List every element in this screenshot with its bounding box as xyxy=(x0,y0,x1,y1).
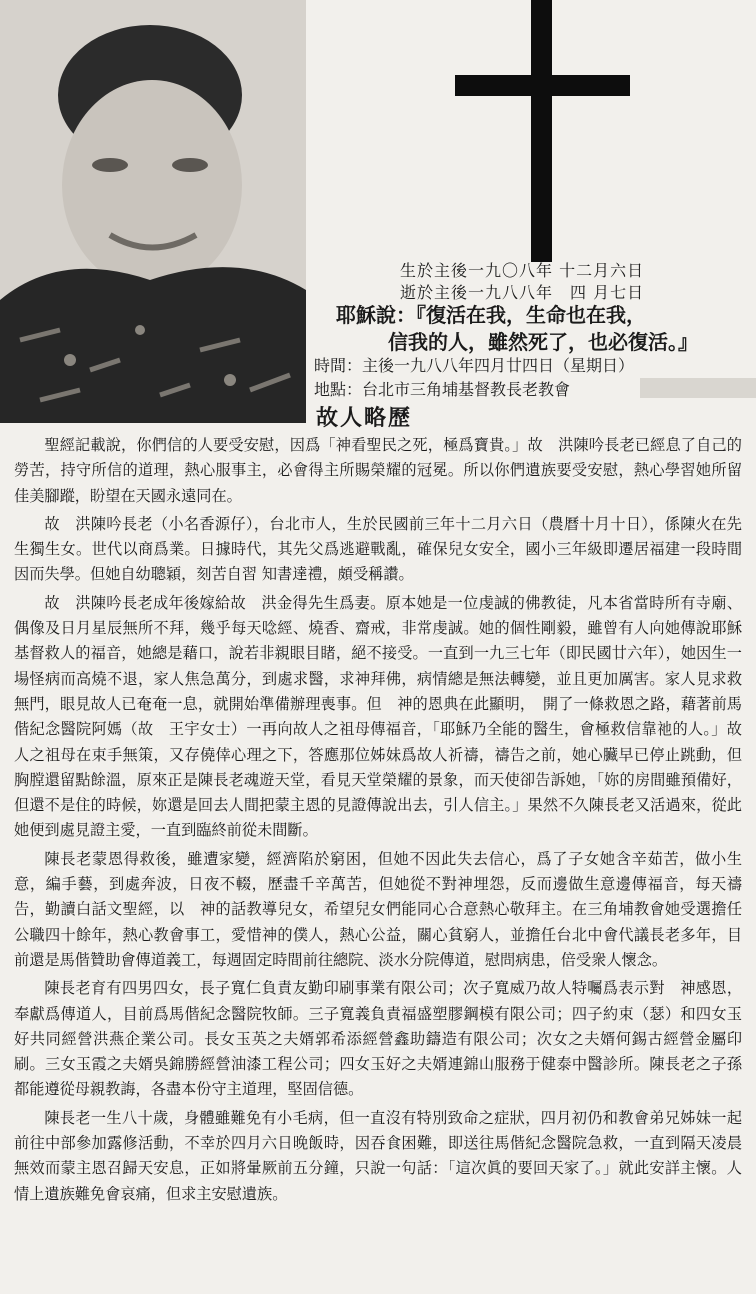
biography-paragraph: 故 洪陳吟長老成年後嫁給故 洪金得先生爲妻。原本她是一位虔誠的佛教徒，凡本省當時所有寺廟、偶像及日月星辰無所不拜，幾乎每天唸經、燒香、齋戒，非常虔誠。她的個性剛毅，雖曾有人向她傳說耶穌基督救人的福音，她總是藉口，說若非親眼目睹，絕不接受。一直到一九三七年（即民國廿六年），她因生一場怪病而高燒不退，家人焦急萬分，到處求醫，求神拜佛，病情總是無法轉變，並且更加厲害。家人見求救無門，眼見故人已奄奄一息，就開始準備辦理喪事。但 神的恩典在此顯明， 開了一條救恩之路，藉著前馬偕紀念醫院阿媽（故 王宇女士）一再向故人之祖母傳福音，「耶穌乃全能的醫生，會極救信靠祂的人。」故人之祖母在束手無策，又存僥倖心理之下，答應那位姊妹爲故人祈禱，禱告之前，她心臟早已停止跳動，但胸膛還留點餘溫，原來正是陳長老魂遊天堂，看見天堂榮耀的景象，而天使卻告訴她，「妳的房間雖預備好，但還不是住的時候，妳還是回去人間把蒙主恩的見證傳說出去，引人信主。」果然不久陳長老又活過來，從此她便到處見證主愛，一直到臨終前從未間斷。 xyxy=(14,593,742,840)
cross-horizontal xyxy=(455,75,630,96)
death-date-line: 逝於主後一九八八年 四 月七日 xyxy=(400,283,645,302)
service-place: 地點：台北市三角埔基督教長老教會 xyxy=(314,380,571,399)
biography-paragraph: 陳長老蒙恩得救後，雖遭家變，經濟陷於窮困，但她不因此失去信心，爲了子女她含辛茹苦，做小生意，編手藝，到處奔波，日夜不輟，歷盡千辛萬苦，但她從不對神埋怨，反而邊做生意邊傳福音，每天禱告，勤讀白話文聖經，以 神的話教導兒女，希望兒女們能同心合意熱心敬拜主。在三角埔教會她受選擔任公職四十餘年，熱心教會事工，愛惜神的僕人，熱心公益，關心貧窮人，並擔任台北中會代議長老多年，目前還是馬偕贊助會傳道義工，每週固定時間前往總院、淡水分院傳道，慰問病患，倍受衆人懷念。 xyxy=(14,849,742,969)
paper-strip xyxy=(640,378,756,398)
cross-vertical xyxy=(531,0,552,262)
life-dates xyxy=(400,260,644,304)
service-info xyxy=(314,354,634,402)
verse-line-2: 信我的人，雖然死了，也必復活。』 xyxy=(388,330,698,354)
biography-paragraph: 故 洪陳吟長老（小名香源仔），台北市人，生於民國前三年十二月六日（農曆十月十日），係陳火在先生獨生女。世代以商爲業。日據時代，其先父爲逃避戰亂，確保兒女安全，國小三年級即遷居福建一段時間因而失學。但她自幼聰穎，刻苦自習 知書達禮，頗受稱讚。 xyxy=(14,514,742,584)
service-time: 時間：主後一九八八年四月廿四日（星期日） xyxy=(314,356,635,375)
portrait-image xyxy=(0,0,306,423)
section-title: 故人略歷 xyxy=(316,405,413,431)
biography-body xyxy=(14,433,742,1207)
portrait-photo xyxy=(0,0,306,423)
biography-paragraph: 陳長老一生八十歲，身體雖難免有小毛病，但一直沒有特別致命之症狀，四月初仍和教會弟兄姊妹一起前往中部參加露修活動，不幸於四月六日晚飯時，因吞食困難，即送往馬偕紀念醫院急救，一直到隔天凌晨無效而蒙主恩召歸天安息，正如將暈厥前五分鐘，只說一句話：「這次眞的要回天家了。」就此安詳主懷。人情上遺族難免會哀痛，但求主安慰遺族。 xyxy=(14,1108,742,1203)
verse-line-1: 耶穌說：『復活在我，生命也在我， xyxy=(336,303,646,327)
scripture-verse xyxy=(336,302,698,356)
biography-paragraph: 陳長老育有四男四女，長子寬仁負責友勤印刷事業有限公司；次子寬威乃故人特囑爲表示對 神感恩，奉獻爲傳道人，目前爲馬偕紀念醫院牧師。三子寬義負責福盛塑膠鋼模有限公司；四子約束（瑟）和四女玉好共同經營洪燕企業公司。長女玉英之夫婿郭希添經營鑫助鑄造有限公司；次女之夫婿何錫古經營金屬印刷。三女玉霞之夫婿吳錦勝經營油漆工程公司；四女玉好之夫婿連錦山服務于健泰中醫診所。陳長老之子孫都能遵從母親教誨，各盡本份守主道理，堅固信德。 xyxy=(14,979,742,1099)
birth-date-line: 生於主後一九〇八年 十二月六日 xyxy=(400,261,645,280)
biography-paragraph: 聖經記載說，你們信的人要受安慰，因爲「神看聖民之死，極爲寶貴。」故 洪陳吟長老已經息了自己的勞苦，持守所信的道理，熱心服事主，必會得主所賜榮耀的冠冕。所以你們遺族要受安慰，熱心學習她所留佳美腳蹤，盼望在天國永遠同在。 xyxy=(14,436,742,505)
